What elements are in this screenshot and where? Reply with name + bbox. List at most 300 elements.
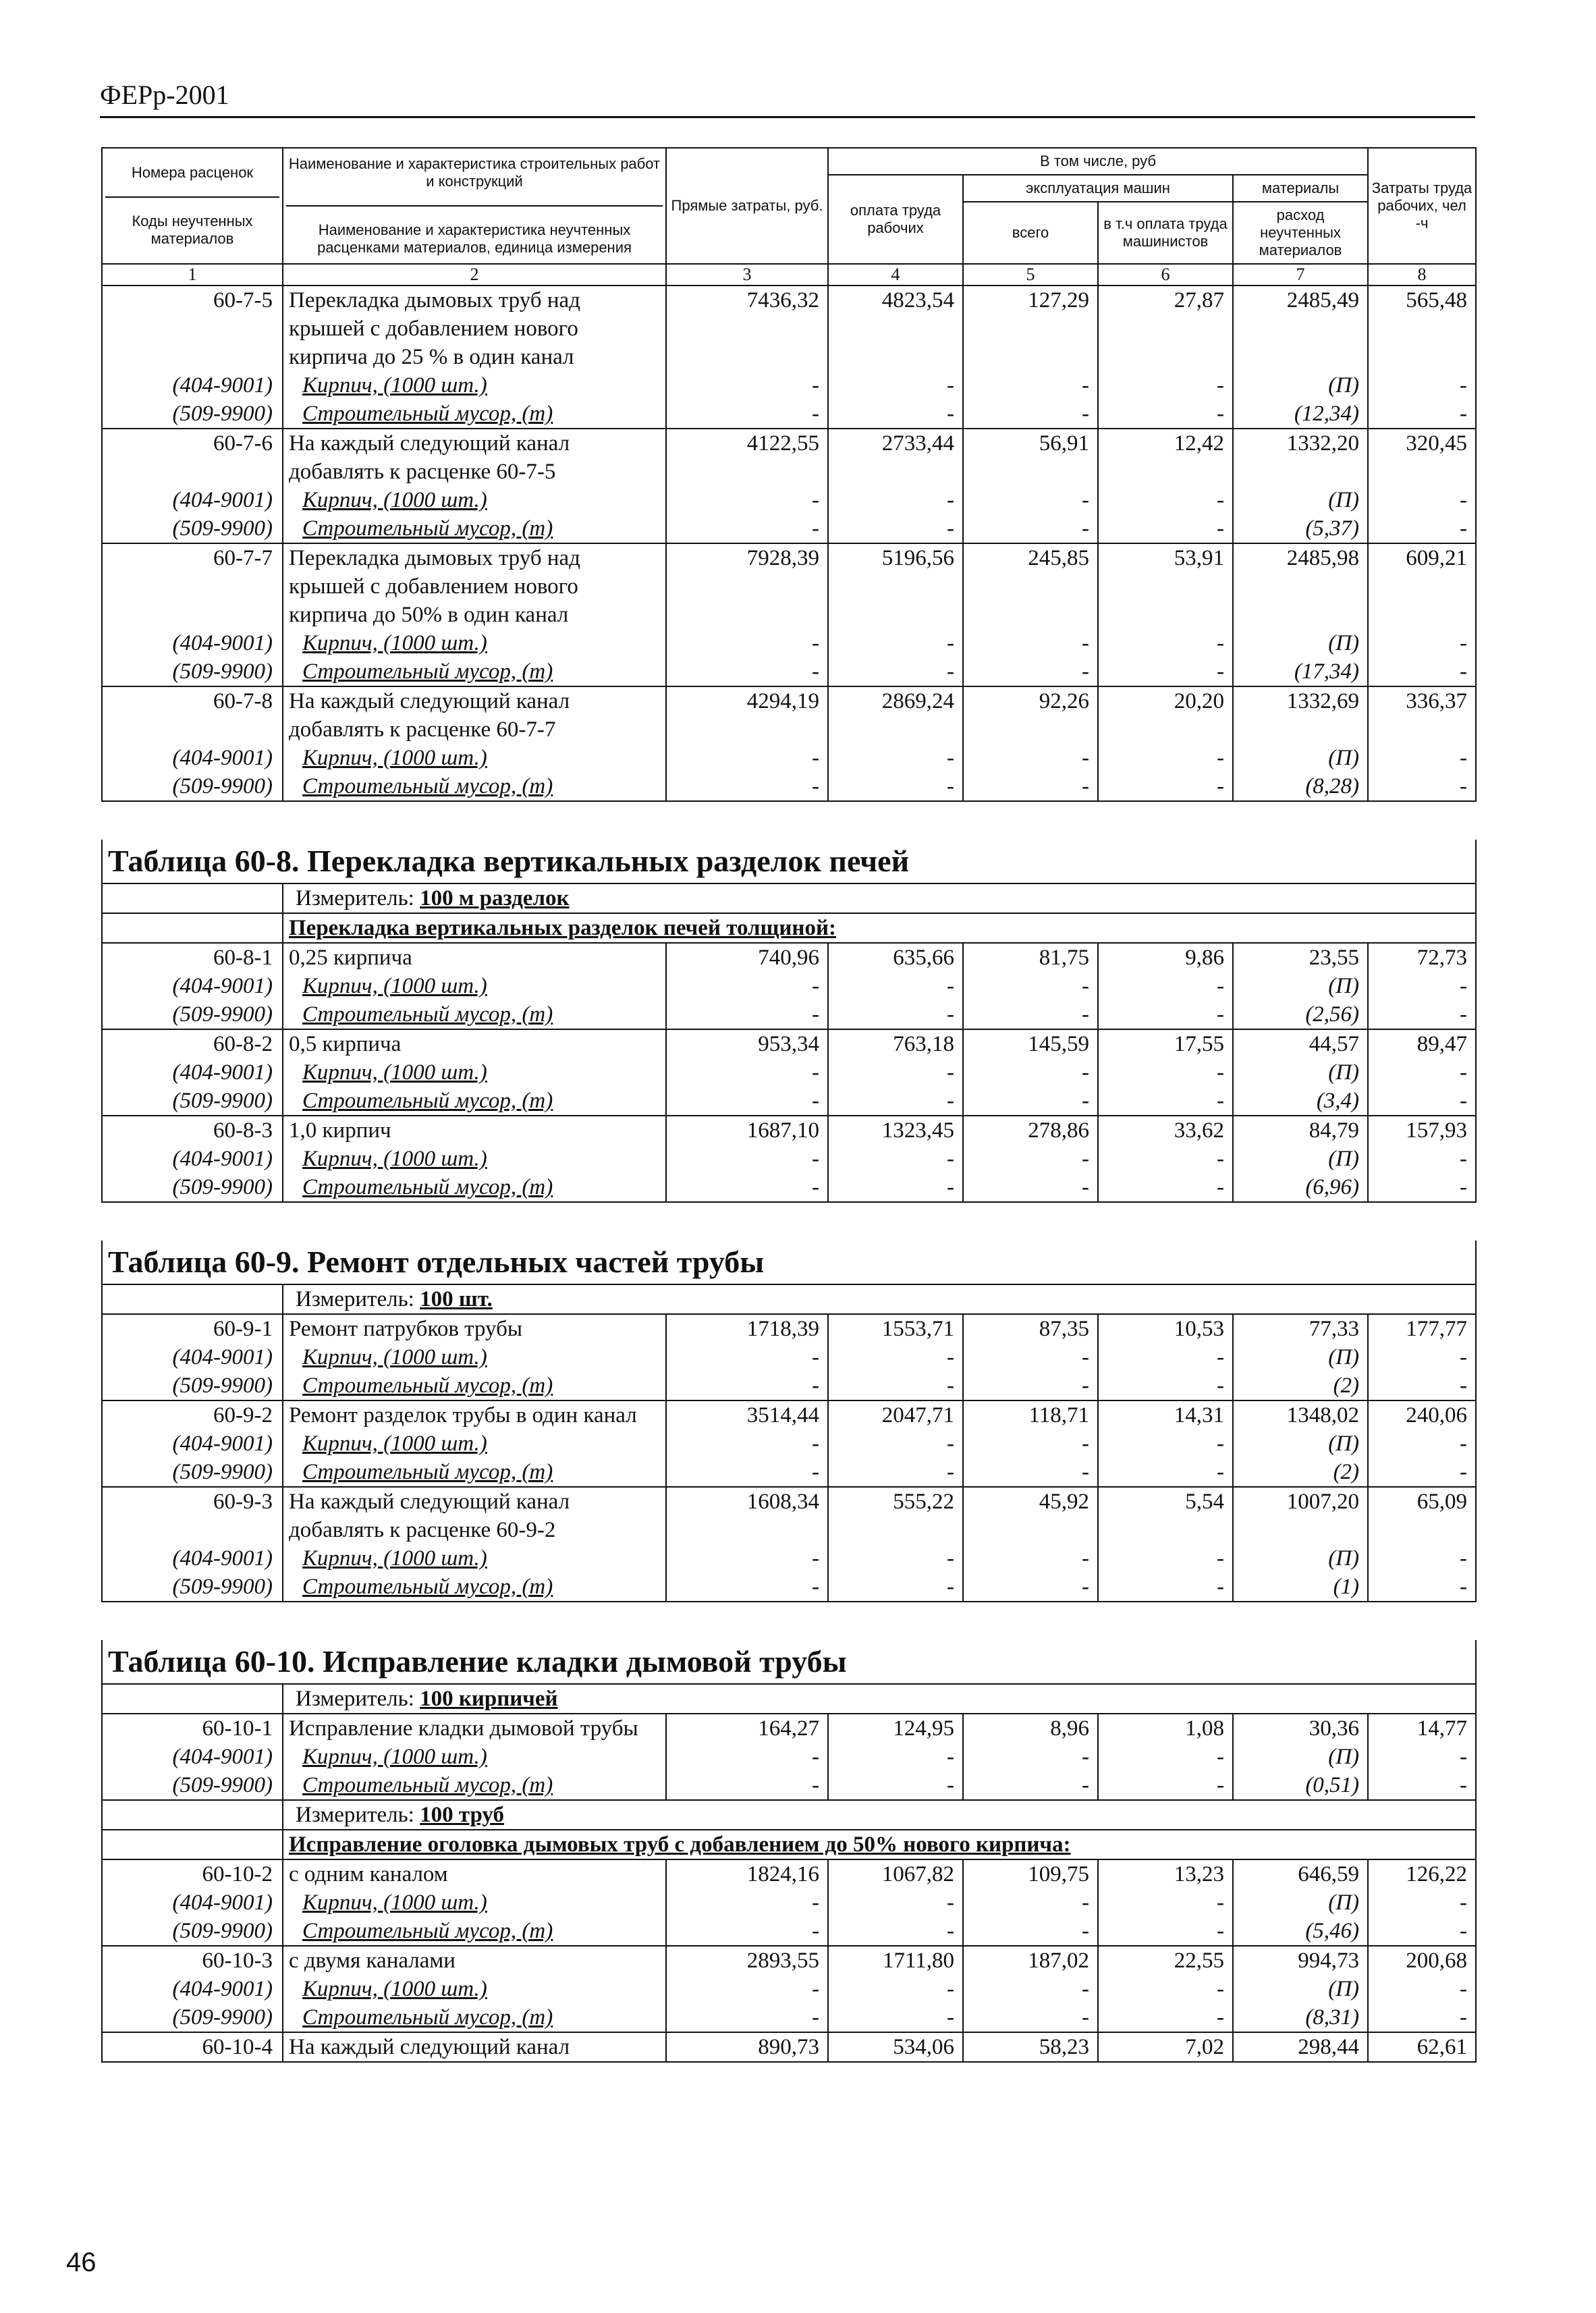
section-title: Таблица 60-9. Ремонт отдельных частей трубы bbox=[102, 1241, 1476, 1284]
col-incl: В том числе, руб bbox=[828, 148, 1368, 175]
labor-pay: 5196,56 bbox=[828, 543, 963, 629]
rate-row bbox=[102, 543, 1476, 629]
machines-labor: - bbox=[1098, 1888, 1233, 1917]
material-code: (509-9900) bbox=[102, 1000, 283, 1029]
material-row bbox=[102, 1771, 1476, 1800]
direct-cost: - bbox=[666, 1145, 828, 1173]
material-code: (509-9900) bbox=[102, 1458, 283, 1487]
col-rates-top: Номера расценок bbox=[105, 164, 279, 198]
materials-use: 646,59 bbox=[1233, 1859, 1368, 1888]
machines-labor: - bbox=[1098, 2003, 1233, 2032]
labor-hours: 336,37 bbox=[1368, 686, 1476, 744]
measure-label: Измеритель: bbox=[296, 1287, 420, 1311]
labor-pay: 1067,82 bbox=[828, 1859, 963, 1888]
measure-value: 100 кирпичей bbox=[420, 1687, 558, 1711]
rates-table bbox=[101, 147, 1477, 2063]
machines-labor: - bbox=[1098, 1058, 1233, 1087]
labor-pay: - bbox=[828, 744, 963, 772]
labor-hours: - bbox=[1368, 629, 1476, 657]
labor-hours: - bbox=[1368, 744, 1476, 772]
rate-row bbox=[102, 285, 1476, 371]
direct-cost: - bbox=[666, 400, 828, 429]
labor-hours: - bbox=[1368, 1430, 1476, 1458]
labor-pay: 534,06 bbox=[828, 2032, 963, 2062]
machines-total: - bbox=[963, 1458, 1098, 1487]
machines-total: - bbox=[963, 1573, 1098, 1602]
labor-hours: - bbox=[1368, 1544, 1476, 1573]
material-row bbox=[102, 2003, 1476, 2032]
rate-row bbox=[102, 1487, 1476, 1544]
direct-cost: - bbox=[666, 1975, 828, 2003]
materials-use: (П) bbox=[1233, 1343, 1368, 1371]
materials-use: 84,79 bbox=[1233, 1116, 1368, 1145]
materials-use: 994,73 bbox=[1233, 1946, 1368, 1975]
machines-total: 56,91 bbox=[963, 429, 1098, 486]
materials-use: (П) bbox=[1233, 1145, 1368, 1173]
direct-cost: - bbox=[666, 1000, 828, 1029]
direct-cost: - bbox=[666, 1458, 828, 1487]
measure-row bbox=[102, 883, 1476, 913]
material-name: Кирпич, (1000 шт.) bbox=[283, 371, 666, 400]
material-row bbox=[102, 657, 1476, 686]
materials-use: 1007,20 bbox=[1233, 1487, 1368, 1544]
machines-labor: 12,42 bbox=[1098, 429, 1233, 486]
machines-total: - bbox=[963, 1975, 1098, 2003]
col-materials: материалы bbox=[1233, 175, 1368, 202]
section-title-row bbox=[102, 1640, 1476, 1684]
material-name: Строительный мусор, (т) bbox=[283, 1000, 666, 1029]
rate-code: 60-10-1 bbox=[102, 1714, 283, 1743]
measure-value: 100 труб bbox=[420, 1803, 504, 1827]
labor-hours: - bbox=[1368, 486, 1476, 514]
material-code: (404-9001) bbox=[102, 629, 283, 657]
measure-empty bbox=[102, 1684, 283, 1714]
machines-labor: 5,54 bbox=[1098, 1487, 1233, 1544]
machines-labor: - bbox=[1098, 972, 1233, 1000]
machines-labor: - bbox=[1098, 657, 1233, 686]
machines-labor: - bbox=[1098, 1771, 1233, 1800]
machines-labor: 22,55 bbox=[1098, 1946, 1233, 1975]
labor-pay: - bbox=[828, 1430, 963, 1458]
labor-hours: 126,22 bbox=[1368, 1859, 1476, 1888]
material-code: (404-9001) bbox=[102, 1145, 283, 1173]
machines-labor: 17,55 bbox=[1098, 1029, 1233, 1058]
labor-pay: - bbox=[828, 1544, 963, 1573]
labor-hours: 72,73 bbox=[1368, 943, 1476, 972]
labor-hours: - bbox=[1368, 772, 1476, 801]
labor-pay: - bbox=[828, 1371, 963, 1400]
material-name: Кирпич, (1000 шт.) bbox=[283, 486, 666, 514]
direct-cost: 740,96 bbox=[666, 943, 828, 972]
measure-empty bbox=[102, 1284, 283, 1314]
col-materials-use: расход неучтенных материалов bbox=[1233, 202, 1368, 264]
machines-total: - bbox=[963, 400, 1098, 429]
rate-row bbox=[102, 429, 1476, 486]
machines-total: 145,59 bbox=[963, 1029, 1098, 1058]
materials-use: (3,4) bbox=[1233, 1087, 1368, 1116]
machines-total: - bbox=[963, 1173, 1098, 1202]
materials-use: (П) bbox=[1233, 629, 1368, 657]
measure-label: Измеритель: bbox=[296, 886, 420, 910]
direct-cost: - bbox=[666, 1371, 828, 1400]
labor-hours: - bbox=[1368, 1771, 1476, 1800]
labor-hours: - bbox=[1368, 657, 1476, 686]
machines-total: - bbox=[963, 744, 1098, 772]
direct-cost: 2893,55 bbox=[666, 1946, 828, 1975]
material-name: Кирпич, (1000 шт.) bbox=[283, 744, 666, 772]
machines-total: 127,29 bbox=[963, 285, 1098, 371]
rate-name: На каждый следующий канал добавлять к расценке 60-9-2 bbox=[283, 1487, 666, 1544]
machines-total: 187,02 bbox=[963, 1946, 1098, 1975]
material-name: Строительный мусор, (т) bbox=[283, 400, 666, 429]
machines-labor: - bbox=[1098, 1544, 1233, 1573]
material-code: (404-9001) bbox=[102, 1343, 283, 1371]
labor-hours: 14,77 bbox=[1368, 1714, 1476, 1743]
machines-total: - bbox=[963, 1771, 1098, 1800]
machines-total: - bbox=[963, 1888, 1098, 1917]
rate-code: 60-8-3 bbox=[102, 1116, 283, 1145]
rate-name: На каждый следующий канал добавлять к расценке 60-7-7 bbox=[283, 686, 666, 744]
rate-code: 60-10-3 bbox=[102, 1946, 283, 1975]
machines-total: - bbox=[963, 1917, 1098, 1946]
material-name: Строительный мусор, (т) bbox=[283, 1917, 666, 1946]
labor-pay: - bbox=[828, 1975, 963, 2003]
machines-labor: - bbox=[1098, 1371, 1233, 1400]
material-code: (404-9001) bbox=[102, 1058, 283, 1087]
material-name: Кирпич, (1000 шт.) bbox=[283, 1888, 666, 1917]
direct-cost: - bbox=[666, 629, 828, 657]
rate-name: Ремонт патрубков трубы bbox=[283, 1314, 666, 1343]
col-rates-bottom: Коды неучтенных материалов bbox=[132, 213, 253, 247]
labor-pay: 2869,24 bbox=[828, 686, 963, 744]
section-title-row bbox=[102, 1241, 1476, 1284]
material-code: (509-9900) bbox=[102, 1917, 283, 1946]
direct-cost: 953,34 bbox=[666, 1029, 828, 1058]
materials-use: (2) bbox=[1233, 1458, 1368, 1487]
materials-use: 23,55 bbox=[1233, 943, 1368, 972]
labor-hours: 177,77 bbox=[1368, 1314, 1476, 1343]
labor-hours: - bbox=[1368, 514, 1476, 543]
machines-total: - bbox=[963, 2003, 1098, 2032]
measure-label: Измеритель: bbox=[296, 1687, 420, 1711]
labor-hours: - bbox=[1368, 972, 1476, 1000]
measure-value: 100 шт. bbox=[420, 1287, 493, 1311]
machines-total: - bbox=[963, 772, 1098, 801]
column-number: 8 bbox=[1368, 264, 1476, 285]
material-name: Строительный мусор, (т) bbox=[283, 772, 666, 801]
machines-labor: - bbox=[1098, 772, 1233, 801]
direct-cost: - bbox=[666, 486, 828, 514]
machines-total: - bbox=[963, 1743, 1098, 1771]
material-name: Строительный мусор, (т) bbox=[283, 1371, 666, 1400]
material-code: (404-9001) bbox=[102, 1743, 283, 1771]
direct-cost: - bbox=[666, 1573, 828, 1602]
labor-pay: 1553,71 bbox=[828, 1314, 963, 1343]
rate-name: Исправление кладки дымовой трубы bbox=[283, 1714, 666, 1743]
material-row bbox=[102, 1544, 1476, 1573]
material-row bbox=[102, 1173, 1476, 1202]
materials-use: 30,36 bbox=[1233, 1714, 1368, 1743]
labor-pay: - bbox=[828, 1573, 963, 1602]
materials-use: (П) bbox=[1233, 1975, 1368, 2003]
document-code: ФЕРр-2001 bbox=[100, 80, 229, 110]
materials-use: 2485,98 bbox=[1233, 543, 1368, 629]
machines-labor: 14,31 bbox=[1098, 1400, 1233, 1430]
labor-pay: - bbox=[828, 1888, 963, 1917]
labor-pay: - bbox=[828, 2003, 963, 2032]
materials-use: (П) bbox=[1233, 744, 1368, 772]
labor-hours: - bbox=[1368, 1371, 1476, 1400]
measure-row bbox=[102, 1684, 1476, 1714]
material-row bbox=[102, 1145, 1476, 1173]
machines-total: - bbox=[963, 486, 1098, 514]
direct-cost: 1687,10 bbox=[666, 1116, 828, 1145]
machines-labor: - bbox=[1098, 400, 1233, 429]
machines-labor: 1,08 bbox=[1098, 1714, 1233, 1743]
labor-pay: - bbox=[828, 1343, 963, 1371]
materials-use: (5,46) bbox=[1233, 1917, 1368, 1946]
material-code: (509-9900) bbox=[102, 1771, 283, 1800]
labor-hours: - bbox=[1368, 1058, 1476, 1087]
labor-pay: - bbox=[828, 400, 963, 429]
direct-cost: - bbox=[666, 1771, 828, 1800]
section-title: Таблица 60-10. Исправление кладки дымовой трубы bbox=[102, 1640, 1476, 1684]
column-number: 3 bbox=[666, 264, 828, 285]
rate-code: 60-7-8 bbox=[102, 686, 283, 744]
measure-text bbox=[283, 1284, 1476, 1314]
labor-hours: 157,93 bbox=[1368, 1116, 1476, 1145]
labor-pay: - bbox=[828, 486, 963, 514]
labor-pay: - bbox=[828, 1917, 963, 1946]
material-name: Кирпич, (1000 шт.) bbox=[283, 1058, 666, 1087]
materials-use: (0,51) bbox=[1233, 1771, 1368, 1800]
material-row bbox=[102, 371, 1476, 400]
labor-hours: - bbox=[1368, 1975, 1476, 2003]
labor-pay: 555,22 bbox=[828, 1487, 963, 1544]
machines-total: 87,35 bbox=[963, 1314, 1098, 1343]
labor-pay: - bbox=[828, 1771, 963, 1800]
col-rates bbox=[102, 148, 283, 264]
labor-pay: - bbox=[828, 1173, 963, 1202]
machines-labor: - bbox=[1098, 1917, 1233, 1946]
measure-row bbox=[102, 1800, 1476, 1830]
direct-cost: 1718,39 bbox=[666, 1314, 828, 1343]
col-direct: Прямые затраты, руб. bbox=[666, 148, 828, 264]
subheader-empty bbox=[102, 913, 283, 943]
direct-cost: 7436,32 bbox=[666, 285, 828, 371]
labor-hours: 200,68 bbox=[1368, 1946, 1476, 1975]
labor-hours: - bbox=[1368, 1917, 1476, 1946]
machines-labor: 7,02 bbox=[1098, 2032, 1233, 2062]
rate-code: 60-9-1 bbox=[102, 1314, 283, 1343]
material-row bbox=[102, 1343, 1476, 1371]
machines-total: - bbox=[963, 1371, 1098, 1400]
labor-hours: 240,06 bbox=[1368, 1400, 1476, 1430]
machines-labor: - bbox=[1098, 1430, 1233, 1458]
col-machines: эксплуатация машин bbox=[963, 175, 1233, 202]
materials-use: (П) bbox=[1233, 1743, 1368, 1771]
subheader-text: Исправление оголовка дымовых труб с добавлением до 50% нового кирпича: bbox=[283, 1830, 1476, 1859]
direct-cost: - bbox=[666, 1743, 828, 1771]
machines-labor: - bbox=[1098, 744, 1233, 772]
section-gap bbox=[102, 1602, 1476, 1640]
col-name-bottom: Наименование и характеристика неучтенных расценками материалов, единица измерения bbox=[317, 221, 632, 256]
col-machines-labor: в т.ч оплата труда машинистов bbox=[1098, 202, 1233, 264]
direct-cost: 1608,34 bbox=[666, 1487, 828, 1544]
machines-total: 58,23 bbox=[963, 2032, 1098, 2062]
labor-hours: 320,45 bbox=[1368, 429, 1476, 486]
machines-labor: - bbox=[1098, 1975, 1233, 2003]
materials-use: 44,57 bbox=[1233, 1029, 1368, 1058]
machines-labor: - bbox=[1098, 486, 1233, 514]
machines-total: - bbox=[963, 972, 1098, 1000]
machines-labor: - bbox=[1098, 514, 1233, 543]
machines-labor: - bbox=[1098, 1743, 1233, 1771]
direct-cost: - bbox=[666, 972, 828, 1000]
labor-hours: - bbox=[1368, 1087, 1476, 1116]
rate-name: На каждый следующий канал добавлять к расценке 60-7-5 bbox=[283, 429, 666, 486]
col-name-top: Наименование и характеристика строительных работ и конструкций bbox=[286, 155, 663, 207]
direct-cost: - bbox=[666, 1173, 828, 1202]
machines-total: - bbox=[963, 629, 1098, 657]
material-row bbox=[102, 772, 1476, 801]
labor-pay: 1711,80 bbox=[828, 1946, 963, 1975]
machines-labor: - bbox=[1098, 1173, 1233, 1202]
materials-use: (5,37) bbox=[1233, 514, 1368, 543]
col-labor-pay: оплата труда рабочих bbox=[828, 175, 963, 264]
material-code: (509-9900) bbox=[102, 657, 283, 686]
machines-labor: 20,20 bbox=[1098, 686, 1233, 744]
materials-use: (12,34) bbox=[1233, 400, 1368, 429]
subheader-row bbox=[102, 913, 1476, 943]
machines-total: - bbox=[963, 1343, 1098, 1371]
labor-hours: - bbox=[1368, 1573, 1476, 1602]
direct-cost: - bbox=[666, 371, 828, 400]
labor-pay: - bbox=[828, 1058, 963, 1087]
rate-row bbox=[102, 1714, 1476, 1743]
column-number: 7 bbox=[1233, 264, 1368, 285]
material-code: (404-9001) bbox=[102, 1975, 283, 2003]
machines-total: - bbox=[963, 1000, 1098, 1029]
material-name: Строительный мусор, (т) bbox=[283, 1573, 666, 1602]
materials-use: (П) bbox=[1233, 1888, 1368, 1917]
machines-total: 8,96 bbox=[963, 1714, 1098, 1743]
column-number: 5 bbox=[963, 264, 1098, 285]
labor-hours: - bbox=[1368, 1000, 1476, 1029]
labor-hours: - bbox=[1368, 1145, 1476, 1173]
labor-hours: 65,09 bbox=[1368, 1487, 1476, 1544]
material-name: Кирпич, (1000 шт.) bbox=[283, 1544, 666, 1573]
labor-hours: - bbox=[1368, 1343, 1476, 1371]
machines-total: - bbox=[963, 1058, 1098, 1087]
material-row bbox=[102, 1888, 1476, 1917]
material-code: (509-9900) bbox=[102, 514, 283, 543]
material-code: (404-9001) bbox=[102, 1544, 283, 1573]
col-labor-hours: Затраты труда рабочих, чел -ч bbox=[1368, 148, 1476, 264]
rate-row bbox=[102, 686, 1476, 744]
materials-use: (8,28) bbox=[1233, 772, 1368, 801]
labor-pay: - bbox=[828, 772, 963, 801]
material-row bbox=[102, 744, 1476, 772]
material-name: Строительный мусор, (т) bbox=[283, 1173, 666, 1202]
rate-name: с двумя каналами bbox=[283, 1946, 666, 1975]
col-name bbox=[283, 148, 666, 264]
machines-labor: 53,91 bbox=[1098, 543, 1233, 629]
material-name: Строительный мусор, (т) bbox=[283, 657, 666, 686]
rate-row bbox=[102, 1946, 1476, 1975]
material-code: (404-9001) bbox=[102, 1888, 283, 1917]
material-row bbox=[102, 1058, 1476, 1087]
material-name: Кирпич, (1000 шт.) bbox=[283, 1743, 666, 1771]
machines-total: - bbox=[963, 1544, 1098, 1573]
page-header bbox=[100, 74, 1475, 118]
direct-cost: - bbox=[666, 744, 828, 772]
machines-total: 245,85 bbox=[963, 543, 1098, 629]
material-code: (404-9001) bbox=[102, 486, 283, 514]
material-row bbox=[102, 1371, 1476, 1400]
labor-hours: - bbox=[1368, 1743, 1476, 1771]
machines-labor: - bbox=[1098, 1458, 1233, 1487]
material-row bbox=[102, 1458, 1476, 1487]
material-row bbox=[102, 972, 1476, 1000]
machines-total: 278,86 bbox=[963, 1116, 1098, 1145]
rate-row bbox=[102, 943, 1476, 972]
direct-cost: 4294,19 bbox=[666, 686, 828, 744]
labor-hours: - bbox=[1368, 371, 1476, 400]
materials-use: 298,44 bbox=[1233, 2032, 1368, 2062]
material-row bbox=[102, 1000, 1476, 1029]
section-title-row bbox=[102, 840, 1476, 883]
direct-cost: 7928,39 bbox=[666, 543, 828, 629]
materials-use: (2) bbox=[1233, 1371, 1368, 1400]
labor-hours: - bbox=[1368, 1458, 1476, 1487]
material-name: Кирпич, (1000 шт.) bbox=[283, 1975, 666, 2003]
materials-use: 1348,02 bbox=[1233, 1400, 1368, 1430]
labor-pay: - bbox=[828, 514, 963, 543]
labor-hours: - bbox=[1368, 2003, 1476, 2032]
materials-use: 1332,69 bbox=[1233, 686, 1368, 744]
labor-hours: 62,61 bbox=[1368, 2032, 1476, 2062]
rate-name: На каждый следующий канал bbox=[283, 2032, 666, 2062]
materials-use: (6,96) bbox=[1233, 1173, 1368, 1202]
labor-hours: - bbox=[1368, 400, 1476, 429]
rate-code: 60-7-5 bbox=[102, 285, 283, 371]
material-name: Кирпич, (1000 шт.) bbox=[283, 972, 666, 1000]
material-code: (404-9001) bbox=[102, 371, 283, 400]
material-name: Кирпич, (1000 шт.) bbox=[283, 1145, 666, 1173]
labor-pay: - bbox=[828, 1000, 963, 1029]
rate-code: 60-8-2 bbox=[102, 1029, 283, 1058]
material-name: Строительный мусор, (т) bbox=[283, 2003, 666, 2032]
gap-cell bbox=[102, 1202, 1476, 1241]
labor-pay: 2047,71 bbox=[828, 1400, 963, 1430]
materials-use: (1) bbox=[1233, 1573, 1368, 1602]
subheader-text: Перекладка вертикальных разделок печей толщиной: bbox=[283, 913, 1476, 943]
column-number: 6 bbox=[1098, 264, 1233, 285]
machines-labor: - bbox=[1098, 1145, 1233, 1173]
rate-code: 60-9-3 bbox=[102, 1487, 283, 1544]
section-gap bbox=[102, 1202, 1476, 1241]
labor-pay: 1323,45 bbox=[828, 1116, 963, 1145]
rate-row bbox=[102, 1116, 1476, 1145]
materials-use: 1332,20 bbox=[1233, 429, 1368, 486]
material-row bbox=[102, 486, 1476, 514]
machines-labor: - bbox=[1098, 1087, 1233, 1116]
machines-labor: 10,53 bbox=[1098, 1314, 1233, 1343]
machines-labor: 13,23 bbox=[1098, 1859, 1233, 1888]
labor-hours: - bbox=[1368, 1173, 1476, 1202]
machines-total: 45,92 bbox=[963, 1487, 1098, 1544]
